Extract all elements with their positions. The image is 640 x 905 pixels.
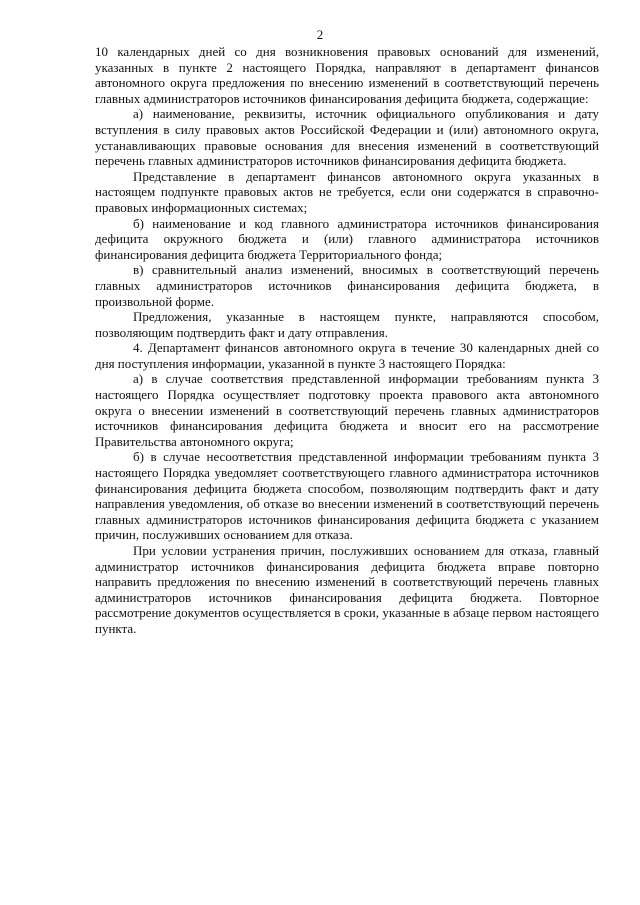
paragraph-4: б) наименование и код главного администратора источников финансирования дефицита окружного бюджета и (или) главного администратора источников финансирования дефицита бюджета Территориального фонда; (95, 215, 599, 262)
paragraph-10: При условии устранения причин, послуживших основанием для отказа, главный администратор источников финансирования дефицита бюджета вправе повторно направить предложения по внесению изменений в соответствующий перечень главных администраторов источников финансирования дефицита бюджета. Повторное рассмотрение документов осуществляется в сроки, указанные в абзаце первом настоящего пункта. (95, 543, 599, 636)
paragraph-9: б) в случае несоответствия представленной информации требованиям пункта 3 настоящего Порядка уведомляет соответствующего главного администратора источников финансирования дефицита бюджета способом, позволяющим подтвердить факт и дату направления уведомления, об отказе во внесении изменений в соответствующий перечень главных администраторов источников финансирования дефицита бюджета с указанием причин, послуживших основанием для отказа. (95, 449, 599, 543)
document-body (95, 44, 599, 637)
paragraph-1: 10 календарных дней со дня возникновения правовых оснований для изменений, указанных в пункте 2 настоящего Порядка, направляют в департамент финансов автономного округа предложения по внесению изменений в соответствующий перечень главных администраторов источников финансирования дефицита бюджета, содержащие: (95, 44, 599, 106)
paragraph-3: Представление в департамент финансов автономного округа указанных в настоящем подпункте правовых актов не требуется, если они содержатся в справочно-правовых информационных системах; (95, 168, 599, 215)
paragraph-6: Предложения, указанные в настоящем пункте, направляются способом, позволяющим подтвердить факт и дату отправления. (95, 309, 599, 340)
page-number: 2 (316, 27, 324, 42)
paragraph-7: 4. Департамент финансов автономного округа в течение 30 календарных дней со дня поступления информации, указанной в пункте 3 настоящего Порядка: (95, 340, 599, 371)
paragraph-5: в) сравнительный анализ изменений, вносимых в соответствующий перечень главных администраторов источников финансирования дефицита бюджета, в произвольной форме. (95, 262, 599, 309)
paragraph-2: а) наименование, реквизиты, источник официального опубликования и дату вступления в силу правовых актов Российской Федерации и (или) автономного округа, устанавливающих правовые основания для внесения изменений в соответствующий перечень главных администраторов источников финансирования дефицита бюджета. (95, 106, 599, 169)
paragraph-8: а) в случае соответствия представленной информации требованиям пункта 3 настоящего Порядка осуществляет подготовку проекта правового акта автономного округа о внесении изменений в соответствующий перечень главных администраторов источников финансирования дефицита бюджета и вносит его на рассмотрение Правительства автономного округа; (95, 371, 599, 449)
